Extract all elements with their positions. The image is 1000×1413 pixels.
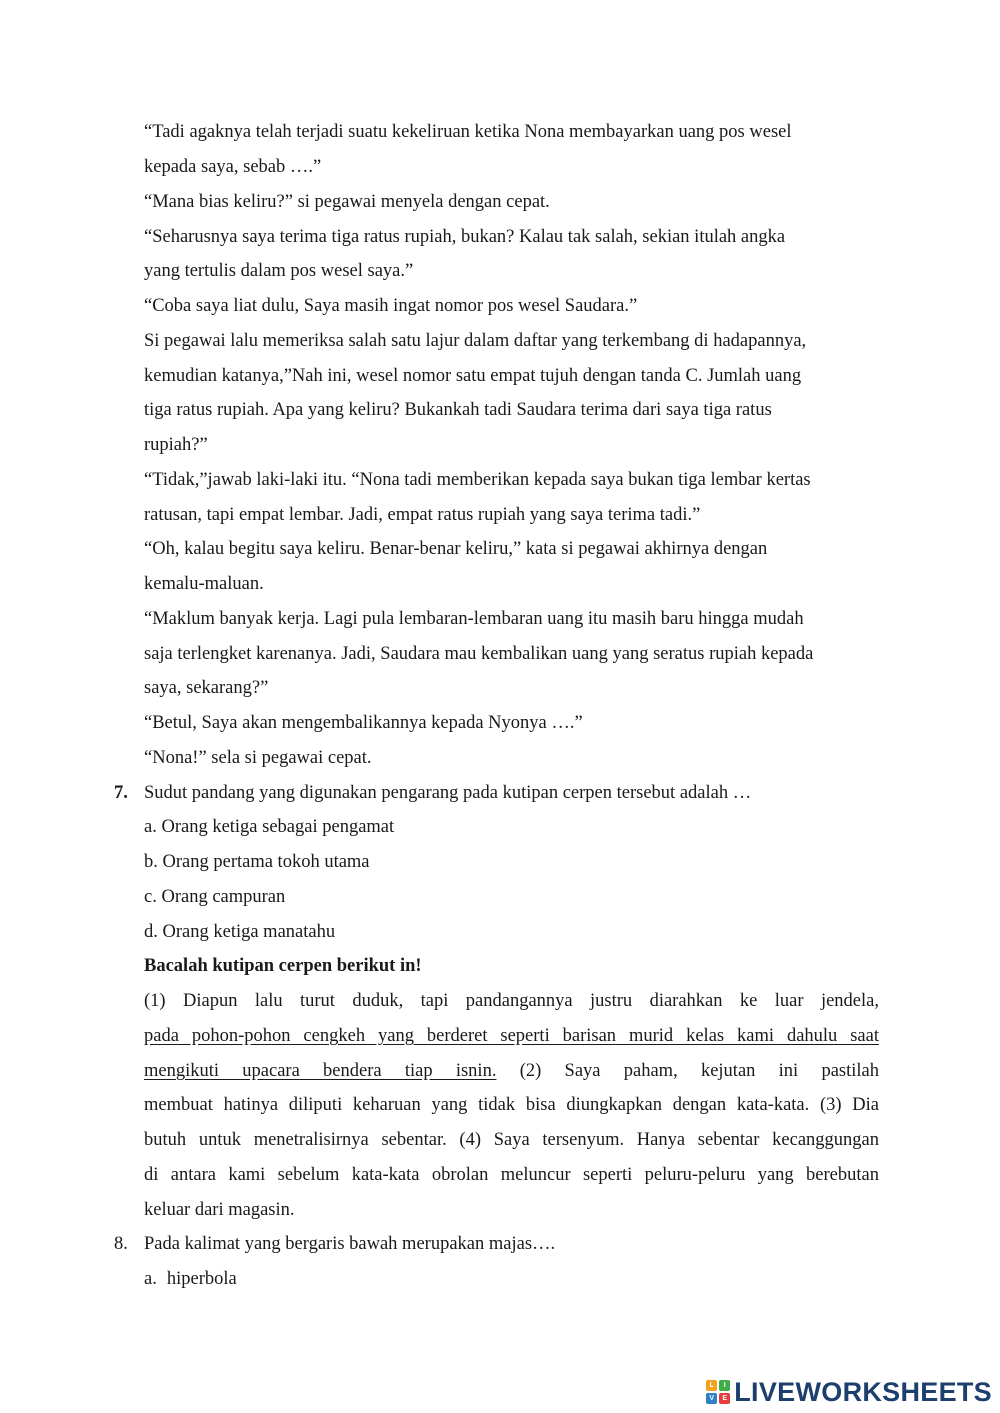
- story-line: rupiah?”: [144, 435, 208, 455]
- question-7-option-c[interactable]: c. Orang campuran: [144, 887, 286, 907]
- question-8-option-a[interactable]: [144, 1262, 879, 1297]
- question-8-text: Pada kalimat yang bergaris bawah merupakan majas….: [144, 1234, 556, 1254]
- story-line: yang tertulis dalam pos wesel saya.”: [144, 261, 414, 281]
- story-line: “Coba saya liat dulu, Saya masih ingat nomor pos wesel Saudara.”: [144, 296, 638, 316]
- story2-line: membuat hatinya diliputi keharuan yang tidak bisa diungkapkan dengan kata-kata. (3) Dia: [144, 1095, 879, 1115]
- option-letter: a.: [144, 1269, 157, 1289]
- story-line: “Betul, Saya akan mengembalikannya kepada Nyonya ….”: [144, 713, 583, 733]
- question-7-option-a[interactable]: a. Orang ketiga sebagai pengamat: [144, 817, 395, 837]
- story-line: ratusan, tapi empat lembar. Jadi, empat ratus rupiah yang saya terima tadi.”: [144, 505, 701, 525]
- story-line: “Tadi agaknya telah terjadi suatu kekeliruan ketika Nona membayarkan uang pos wesel: [144, 122, 792, 142]
- liveworksheets-logo: [706, 1377, 992, 1407]
- question-7-text: Sudut pandang yang digunakan pengarang pada kutipan cerpen tersebut adalah …: [144, 783, 752, 803]
- question-7-option-b[interactable]: b. Orang pertama tokoh utama: [144, 852, 370, 872]
- logo-grid-icon: [706, 1380, 730, 1404]
- story-line: kemudian katanya,”Nah ini, wesel nomor satu empat tujuh dengan tanda C. Jumlah uang: [144, 366, 802, 386]
- story2-line: [144, 1054, 879, 1089]
- story-line: “Maklum banyak kerja. Lagi pula lembaran-lembaran uang itu masih baru hingga mudah: [144, 609, 804, 629]
- logo-tile: E: [719, 1393, 730, 1404]
- underlined-sentence: pada pohon-pohon cengkeh yang berderet seperti barisan murid kelas kami dahulu saat: [144, 1026, 879, 1046]
- story-line: “Seharusnya saya terima tiga ratus rupiah, bukan? Kalau tak salah, sekian itulah angka: [144, 227, 786, 247]
- logo-tile: L: [706, 1380, 717, 1391]
- logo-text: LIVEWORKSHEETS: [734, 1376, 992, 1407]
- story-line: tiga ratus rupiah. Apa yang keliru? Bukankah tadi Saudara terima dari saya tiga ratus: [144, 400, 772, 420]
- story-line: kepada saya, sebab ….”: [144, 157, 322, 177]
- question-8-number: 8.: [114, 1234, 128, 1254]
- story2-line: butuh untuk menetralisirnya sebentar. (4) Saya tersenyum. Hanya sebentar kecanggungan: [144, 1130, 879, 1150]
- question-7-option-d[interactable]: d. Orang ketiga manatahu: [144, 922, 336, 942]
- question-7-number: 7.: [114, 783, 128, 803]
- story2-line: keluar dari magasin.: [144, 1200, 295, 1220]
- reading-instruction: Bacalah kutipan cerpen berikut in!: [144, 956, 422, 976]
- underlined-sentence: mengikuti upacara bendera tiap isnin.: [144, 1061, 497, 1081]
- story2-line: di antara kami sebelum kata-kata obrolan meluncur seperti peluru-peluru yang berebutan: [144, 1165, 879, 1185]
- story2-line: (1) Diapun lalu turut duduk, tapi pandangannya justru diarahkan ke luar jendela,: [144, 991, 879, 1011]
- story-line: Si pegawai lalu memeriksa salah satu lajur dalam daftar yang terkembang di hadapannya,: [144, 331, 807, 351]
- story2-text: (2) Saya paham, kejutan ini pastilah: [496, 1061, 879, 1081]
- story2-line: [144, 1019, 879, 1054]
- story-line: kemalu-maluan.: [144, 574, 264, 594]
- story-line: saja terlengket karenanya. Jadi, Saudara mau kembalikan uang yang seratus rupiah kepada: [144, 644, 814, 664]
- story-line: “Tidak,”jawab laki-laki itu. “Nona tadi memberikan kepada saya bukan tiga lembar kertas: [144, 470, 811, 490]
- story-line: “Nona!” sela si pegawai cepat.: [144, 748, 372, 768]
- story-line: “Mana bias keliru?” si pegawai menyela dengan cepat.: [144, 192, 550, 212]
- story-line: saya, sekarang?”: [144, 678, 269, 698]
- logo-tile: I: [719, 1380, 730, 1391]
- story-line: “Oh, kalau begitu saya keliru. Benar-benar keliru,” kata si pegawai akhirnya dengan: [144, 539, 768, 559]
- option-text: hiperbola: [166, 1269, 237, 1289]
- logo-tile: V: [706, 1393, 717, 1404]
